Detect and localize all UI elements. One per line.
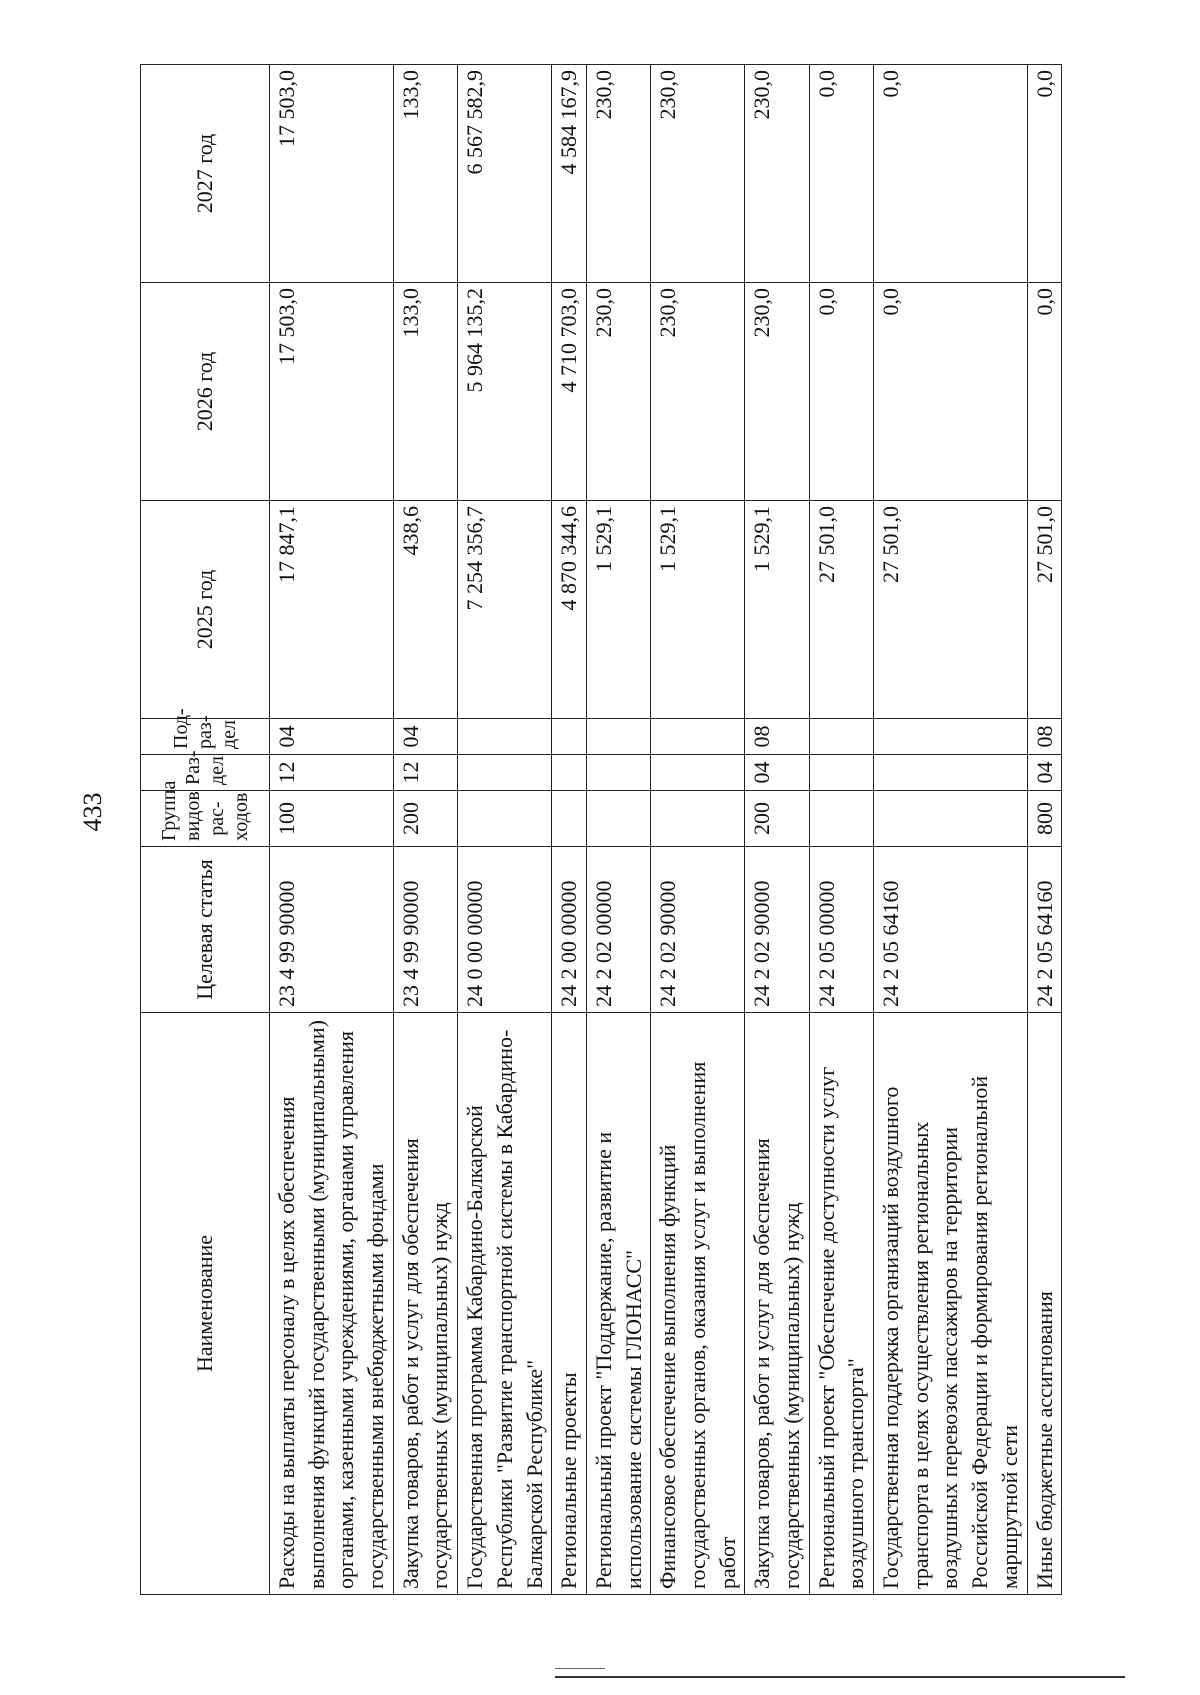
row-2026: 133,0: [393, 283, 457, 501]
row-target: 23 4 99 90000: [270, 847, 394, 1013]
row-razdel: 04: [1027, 755, 1062, 791]
row-name: Закупка товаров, работ и услуг для обеспечения государственных (муниципальных) нужд: [393, 1013, 457, 1595]
row-razdel: [651, 755, 745, 791]
row-razdel: [552, 755, 587, 791]
table-row: [809, 65, 873, 1595]
row-razdel: [809, 755, 873, 791]
row-target: 23 4 99 90000: [393, 847, 457, 1013]
row-name: Региональные проекты: [552, 1013, 587, 1595]
row-2026: 17 503,0: [270, 283, 394, 501]
table-row: [651, 65, 745, 1595]
row-2025: 438,6: [393, 501, 457, 719]
header-2027: 2027 год: [141, 65, 270, 283]
row-target: 24 2 00 00000: [552, 847, 587, 1013]
row-podrazdel: 04: [393, 719, 457, 755]
budget-table: [140, 64, 1062, 1595]
header-target: Целевая статья: [141, 847, 270, 1013]
row-2027: 0,0: [874, 65, 1027, 283]
row-2026: 4 710 703,0: [552, 283, 587, 501]
row-2025: 7 254 356,7: [458, 501, 552, 719]
row-2025: 1 529,1: [745, 501, 809, 719]
scan-edge-mark: [555, 1668, 605, 1669]
row-2026: 230,0: [651, 283, 745, 501]
row-2026: 230,0: [745, 283, 809, 501]
row-name: Иные бюджетные ассигнования: [1027, 1013, 1062, 1595]
row-target: 24 0 00 00000: [458, 847, 552, 1013]
table-row: [874, 65, 1027, 1595]
row-name: Государственная поддержка организаций воздушного транспорта в целях осуществления региональных воздушных перевозок пассажиров на территории Российской Федерации и формирования региональной маршрутной сети: [874, 1013, 1027, 1595]
row-group: 800: [1027, 791, 1062, 847]
table-row: [1027, 65, 1062, 1595]
header-2026: 2026 год: [141, 283, 270, 501]
row-2026: 5 964 135,2: [458, 283, 552, 501]
row-razdel: [586, 755, 650, 791]
header-name: Наименование: [141, 1013, 270, 1595]
table-row: [745, 65, 809, 1595]
row-target: 24 2 02 90000: [651, 847, 745, 1013]
scan-edge-line: [555, 1676, 1125, 1678]
row-razdel: 12: [393, 755, 457, 791]
row-name: Финансовое обеспечение выполнения функций государственных органов, оказания услуг и выполнения работ: [651, 1013, 745, 1595]
row-name: Региональный проект "Обеспечение доступности услуг воздушного транспорта": [809, 1013, 873, 1595]
row-group: [458, 791, 552, 847]
row-podrazdel: [651, 719, 745, 755]
row-name: Расходы на выплаты персоналу в целях обеспечения выполнения функций государственными (муниципальными) органами, казенными учреждениями, органами управления государственными внебюджетными фондами: [270, 1013, 394, 1595]
row-2027: 17 503,0: [270, 65, 394, 283]
row-target: 24 2 02 00000: [586, 847, 650, 1013]
row-group: [809, 791, 873, 847]
row-group: [586, 791, 650, 847]
header-2025: 2025 год: [141, 501, 270, 719]
row-razdel: [874, 755, 1027, 791]
row-2026: 230,0: [586, 283, 650, 501]
row-name: Региональный проект "Поддержание, развитие и использование системы ГЛОНАСС": [586, 1013, 650, 1595]
table-row: [586, 65, 650, 1595]
table-row: [393, 65, 457, 1595]
row-2025: 4 870 344,6: [552, 501, 587, 719]
row-razdel: [458, 755, 552, 791]
row-razdel: 04: [745, 755, 809, 791]
row-target: 24 2 05 64160: [874, 847, 1027, 1013]
row-group: 200: [393, 791, 457, 847]
table-row: [270, 65, 394, 1595]
row-razdel: 12: [270, 755, 394, 791]
row-target: 24 2 05 64160: [1027, 847, 1062, 1013]
header-razdel: Раз-дел: [141, 755, 270, 791]
row-name: Закупка товаров, работ и услуг для обеспечения государственных (муниципальных) нужд: [745, 1013, 809, 1595]
row-2027: 133,0: [393, 65, 457, 283]
row-2027: 6 567 582,9: [458, 65, 552, 283]
row-podrazdel: 08: [1027, 719, 1062, 755]
row-2025: 1 529,1: [651, 501, 745, 719]
row-target: 24 2 02 90000: [745, 847, 809, 1013]
row-podrazdel: [586, 719, 650, 755]
row-2025: 27 501,0: [809, 501, 873, 719]
row-2027: 230,0: [586, 65, 650, 283]
table-header-row: [141, 65, 270, 1595]
row-2026: 0,0: [809, 283, 873, 501]
row-2027: 0,0: [1027, 65, 1062, 283]
row-group: [874, 791, 1027, 847]
row-2026: 0,0: [874, 283, 1027, 501]
row-podrazdel: [458, 719, 552, 755]
row-2025: 1 529,1: [586, 501, 650, 719]
header-group: Группа видов рас-ходов: [141, 791, 270, 847]
row-2025: 27 501,0: [874, 501, 1027, 719]
row-2027: 230,0: [651, 65, 745, 283]
row-podrazdel: [874, 719, 1027, 755]
row-group: [552, 791, 587, 847]
row-group: [651, 791, 745, 847]
rotated-table-container: [140, 65, 1057, 1595]
table-row: [552, 65, 587, 1595]
page-number: 433: [78, 792, 107, 832]
row-podrazdel: [809, 719, 873, 755]
row-2026: 0,0: [1027, 283, 1062, 501]
row-2027: 230,0: [745, 65, 809, 283]
row-name: Государственная программа Кабардино-Балкарской Республики "Развитие транспортной системы в Кабардино-Балкарской Республике": [458, 1013, 552, 1595]
row-podrazdel: 04: [270, 719, 394, 755]
header-podrazdel: Под-раз-дел: [141, 719, 270, 755]
row-podrazdel: [552, 719, 587, 755]
row-2027: 4 584 167,9: [552, 65, 587, 283]
row-2027: 0,0: [809, 65, 873, 283]
row-2025: 27 501,0: [1027, 501, 1062, 719]
row-group: 100: [270, 791, 394, 847]
row-podrazdel: 08: [745, 719, 809, 755]
row-2025: 17 847,1: [270, 501, 394, 719]
row-target: 24 2 05 00000: [809, 847, 873, 1013]
table-row: [458, 65, 552, 1595]
row-group: 200: [745, 791, 809, 847]
